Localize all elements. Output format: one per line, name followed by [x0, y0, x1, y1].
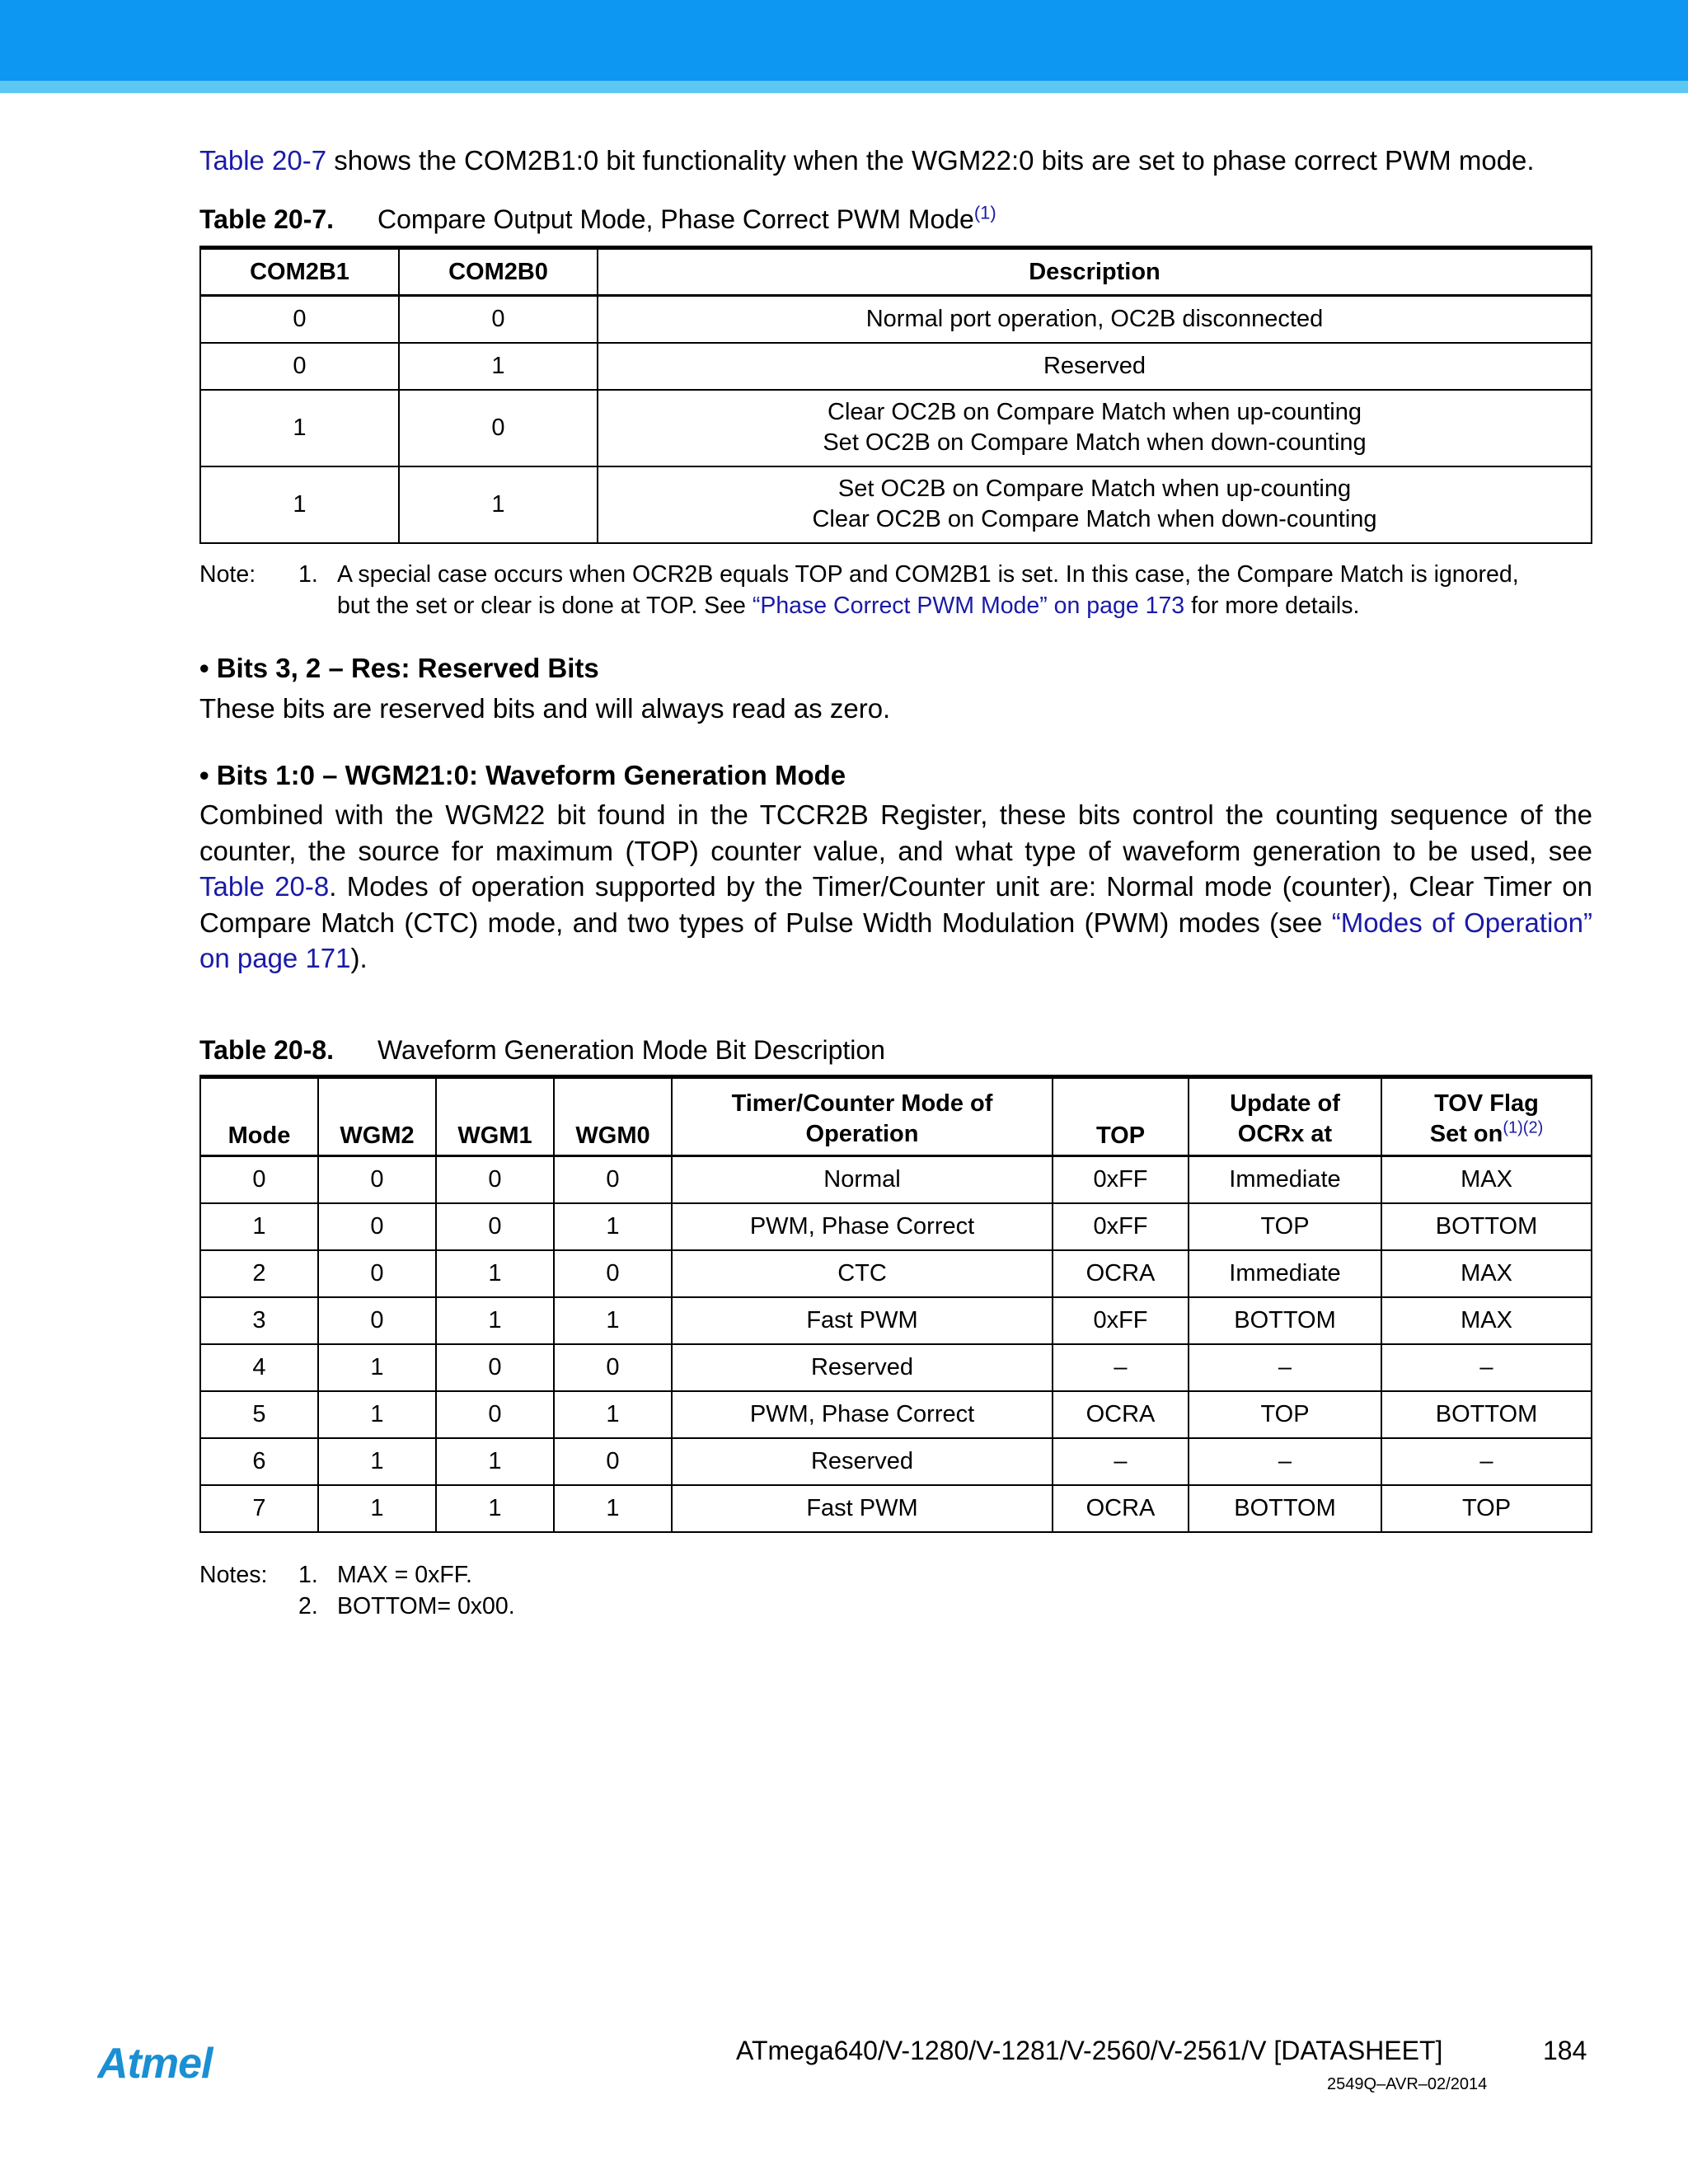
cell-wgm0: 1 [554, 1391, 672, 1438]
table-title-note-ref[interactable]: (1) [973, 202, 996, 223]
atmel-logo-icon [97, 2041, 241, 2088]
document-code: 2549Q–AVR–02/2014 [1327, 2075, 1488, 2093]
cell-description: Normal port operation, OC2B disconnected [598, 296, 1592, 343]
cell-wgm1: 1 [436, 1297, 554, 1344]
cell-wgm1: 0 [436, 1344, 554, 1391]
table-20-8-link[interactable]: Table 20-8 [199, 871, 330, 902]
cell-operation: Reserved [672, 1344, 1053, 1391]
table-row [200, 390, 1592, 466]
wgm-paragraph [199, 797, 1592, 977]
cell-tov-flag: – [1381, 1438, 1592, 1485]
description-line: Clear OC2B on Compare Match when down-counting [812, 506, 1377, 532]
col-header-description: Description [598, 248, 1592, 296]
cell-operation: CTC [672, 1250, 1053, 1297]
cell-top: – [1053, 1438, 1189, 1485]
atmel-logo [97, 2041, 241, 2093]
cell-wgm0: 1 [554, 1485, 672, 1532]
tov-note-refs[interactable]: (1)(2) [1503, 1118, 1544, 1137]
table-row [200, 1391, 1592, 1438]
phase-correct-pwm-link[interactable]: “Phase Correct PWM Mode” on page 173 [752, 593, 1185, 619]
col-header-update-ocrx: Update of OCRx at [1189, 1077, 1381, 1156]
col-header-top: TOP [1053, 1077, 1189, 1156]
cell-update-ocrx: Immediate [1189, 1250, 1381, 1297]
header-bar [0, 0, 1688, 81]
table-row [200, 1297, 1592, 1344]
paragraph-line: Combined with the WGM22 bit found in the TCCR2B Register, these bits control the counting sequence of the [199, 799, 1592, 830]
cell-wgm2: 0 [318, 1297, 436, 1344]
cell-top: – [1053, 1344, 1189, 1391]
cell-update-ocrx: – [1189, 1344, 1381, 1391]
table-row [200, 1485, 1592, 1532]
cell-operation: Normal [672, 1156, 1053, 1203]
cell-tov-flag: – [1381, 1344, 1592, 1391]
cell-top: OCRA [1053, 1250, 1189, 1297]
table-row [200, 466, 1592, 543]
cell-wgm2: 1 [318, 1391, 436, 1438]
cell-operation: PWM, Phase Correct [672, 1391, 1053, 1438]
page-171-link[interactable]: on page 171 [199, 943, 351, 973]
cell-top: OCRA [1053, 1391, 1189, 1438]
cell-wgm0: 1 [554, 1203, 672, 1250]
cell-mode: 7 [200, 1485, 318, 1532]
table-row [200, 1250, 1592, 1297]
cell-wgm0: 0 [554, 1250, 672, 1297]
note-label: Note: [199, 561, 256, 588]
cell-update-ocrx: TOP [1189, 1391, 1381, 1438]
cell-mode: 6 [200, 1438, 318, 1485]
cell-tov-flag: BOTTOM [1381, 1203, 1592, 1250]
cell-wgm1: 0 [436, 1203, 554, 1250]
paragraph-line: Table 20-8. Modes of operation supported by the Timer/Counter unit are: Normal mode (counter), Clear Timer on [199, 871, 1592, 902]
table-number: Table 20-7. [199, 204, 335, 234]
cell-mode: 5 [200, 1391, 318, 1438]
table-number: Table 20-8. [199, 1035, 335, 1065]
table-header-row [200, 1077, 1592, 1156]
table-20-7-note [199, 559, 1592, 625]
table-row [200, 1438, 1592, 1485]
table-row [200, 1344, 1592, 1391]
cell-operation: PWM, Phase Correct [672, 1203, 1053, 1250]
cell-com2b0: 1 [399, 466, 598, 543]
cell-tov-flag: MAX [1381, 1156, 1592, 1203]
cell-operation: Fast PWM [672, 1297, 1053, 1344]
svg-text:Atmel: Atmel [97, 2041, 213, 2088]
cell-description: Reserved [598, 343, 1592, 390]
note-text: BOTTOM= 0x00. [337, 1593, 515, 1619]
cell-operation: Reserved [672, 1438, 1053, 1485]
paragraph-line: counter, the source for maximum (TOP) counter value, and what type of waveform generation to be used, see [199, 835, 1592, 866]
table-row [200, 1203, 1592, 1250]
cell-wgm0: 0 [554, 1156, 672, 1203]
cell-wgm2: 0 [318, 1250, 436, 1297]
table-row [200, 296, 1592, 343]
table-20-7-link[interactable]: Table 20-7 [199, 145, 327, 176]
cell-wgm2: 0 [318, 1156, 436, 1203]
cell-top: 0xFF [1053, 1156, 1189, 1203]
section-heading-wgm: • Bits 1:0 – WGM21:0: Waveform Generation Mode [199, 760, 846, 790]
table-20-8 [199, 1075, 1592, 1533]
cell-wgm2: 1 [318, 1344, 436, 1391]
cell-wgm1: 0 [436, 1156, 554, 1203]
modes-of-operation-link[interactable]: “Modes of Operation” [1331, 907, 1592, 938]
col-header-com2b0: COM2B0 [399, 248, 598, 296]
cell-tov-flag: BOTTOM [1381, 1391, 1592, 1438]
header-stripe [0, 81, 1688, 93]
table-header-row [200, 248, 1592, 296]
cell-com2b1: 1 [200, 390, 399, 466]
section-heading-reserved-bits: • Bits 3, 2 – Res: Reserved Bits [199, 653, 599, 683]
cell-wgm1: 1 [436, 1485, 554, 1532]
table-20-8-notes [199, 1559, 859, 1625]
cell-com2b1: 1 [200, 466, 399, 543]
cell-wgm0: 0 [554, 1344, 672, 1391]
cell-com2b1: 0 [200, 343, 399, 390]
intro-paragraph [199, 145, 1535, 176]
description-line: Clear OC2B on Compare Match when up-counting [828, 399, 1362, 425]
cell-mode: 1 [200, 1203, 318, 1250]
note-line: A special case occurs when OCR2B equals TOP and COM2B1 is set. In this case, the Compare Match is ignored, [337, 561, 1519, 588]
note-number: 1. [298, 1562, 318, 1588]
cell-operation: Fast PWM [672, 1485, 1053, 1532]
col-header-mode: Mode [200, 1077, 318, 1156]
cell-wgm1: 0 [436, 1391, 554, 1438]
col-header-wgm0: WGM0 [554, 1077, 672, 1156]
cell-tov-flag: TOP [1381, 1485, 1592, 1532]
footer-document-title: ATmega640/V-1280/V-1281/V-2560/V-2561/V [DATASHEET] [736, 2036, 1443, 2065]
paragraph-line: Compare Match (CTC) mode, and two types of Pulse Width Modulation (PWM) modes (see “Modes of Operation” [199, 907, 1592, 938]
page-number: 184 [1543, 2036, 1587, 2065]
cell-wgm2: 1 [318, 1438, 436, 1485]
cell-mode: 0 [200, 1156, 318, 1203]
cell-update-ocrx: – [1189, 1438, 1381, 1485]
cell-mode: 4 [200, 1344, 318, 1391]
reserved-bits-text: These bits are reserved bits and will always read as zero. [199, 693, 891, 724]
note-text: MAX = 0xFF. [337, 1562, 472, 1588]
note-number: 1. [298, 561, 318, 588]
cell-tov-flag: MAX [1381, 1297, 1592, 1344]
cell-com2b0: 1 [399, 343, 598, 390]
cell-mode: 2 [200, 1250, 318, 1297]
col-header-operation: Timer/Counter Mode of Operation [672, 1077, 1053, 1156]
cell-top: OCRA [1053, 1485, 1189, 1532]
cell-wgm0: 0 [554, 1438, 672, 1485]
cell-update-ocrx: BOTTOM [1189, 1485, 1381, 1532]
cell-top: 0xFF [1053, 1297, 1189, 1344]
table-20-7-caption [199, 204, 996, 235]
cell-wgm1: 1 [436, 1438, 554, 1485]
table-20-7 [199, 246, 1592, 544]
notes-label: Notes: [199, 1562, 268, 1588]
cell-mode: 3 [200, 1297, 318, 1344]
cell-update-ocrx: TOP [1189, 1203, 1381, 1250]
cell-wgm2: 0 [318, 1203, 436, 1250]
cell-top: 0xFF [1053, 1203, 1189, 1250]
col-header-tov-flag: TOV Flag Set $on^{(1)(2)}$ [1381, 1077, 1592, 1156]
note-text [337, 559, 1519, 621]
cell-update-ocrx: BOTTOM [1189, 1297, 1381, 1344]
table-20-8-caption [199, 1035, 885, 1066]
cell-description [598, 466, 1592, 543]
table-row [200, 343, 1592, 390]
cell-com2b0: 0 [399, 296, 598, 343]
cell-description [598, 390, 1592, 466]
cell-update-ocrx: Immediate [1189, 1156, 1381, 1203]
cell-com2b1: 0 [200, 296, 399, 343]
description-line: Set OC2B on Compare Match when down-counting [823, 429, 1367, 456]
cell-com2b0: 0 [399, 390, 598, 466]
cell-wgm1: 1 [436, 1250, 554, 1297]
table-title: Compare Output Mode, Phase Correct PWM Mode [377, 204, 974, 234]
col-header-wgm2: WGM2 [318, 1077, 436, 1156]
cell-wgm2: 1 [318, 1485, 436, 1532]
description-line: Set OC2B on Compare Match when up-counting [837, 476, 1352, 502]
cell-tov-flag: MAX [1381, 1250, 1592, 1297]
table-title: Waveform Generation Mode Bit Description [377, 1035, 885, 1065]
note-line-2: but the set or clear is done at TOP. See “Phase Correct PWM Mode” on page 173 for more details. [337, 593, 1360, 619]
note-number: 2. [298, 1593, 318, 1619]
cell-wgm0: 1 [554, 1297, 672, 1344]
col-header-com2b1: COM2B1 [200, 248, 399, 296]
col-header-wgm1: WGM1 [436, 1077, 554, 1156]
table-row [200, 1156, 1592, 1203]
paragraph-line: on page 171). [199, 943, 368, 973]
intro-text: shows the COM2B1:0 bit functionality when the WGM22:0 bits are set to phase correct PWM mode. [326, 145, 1535, 176]
